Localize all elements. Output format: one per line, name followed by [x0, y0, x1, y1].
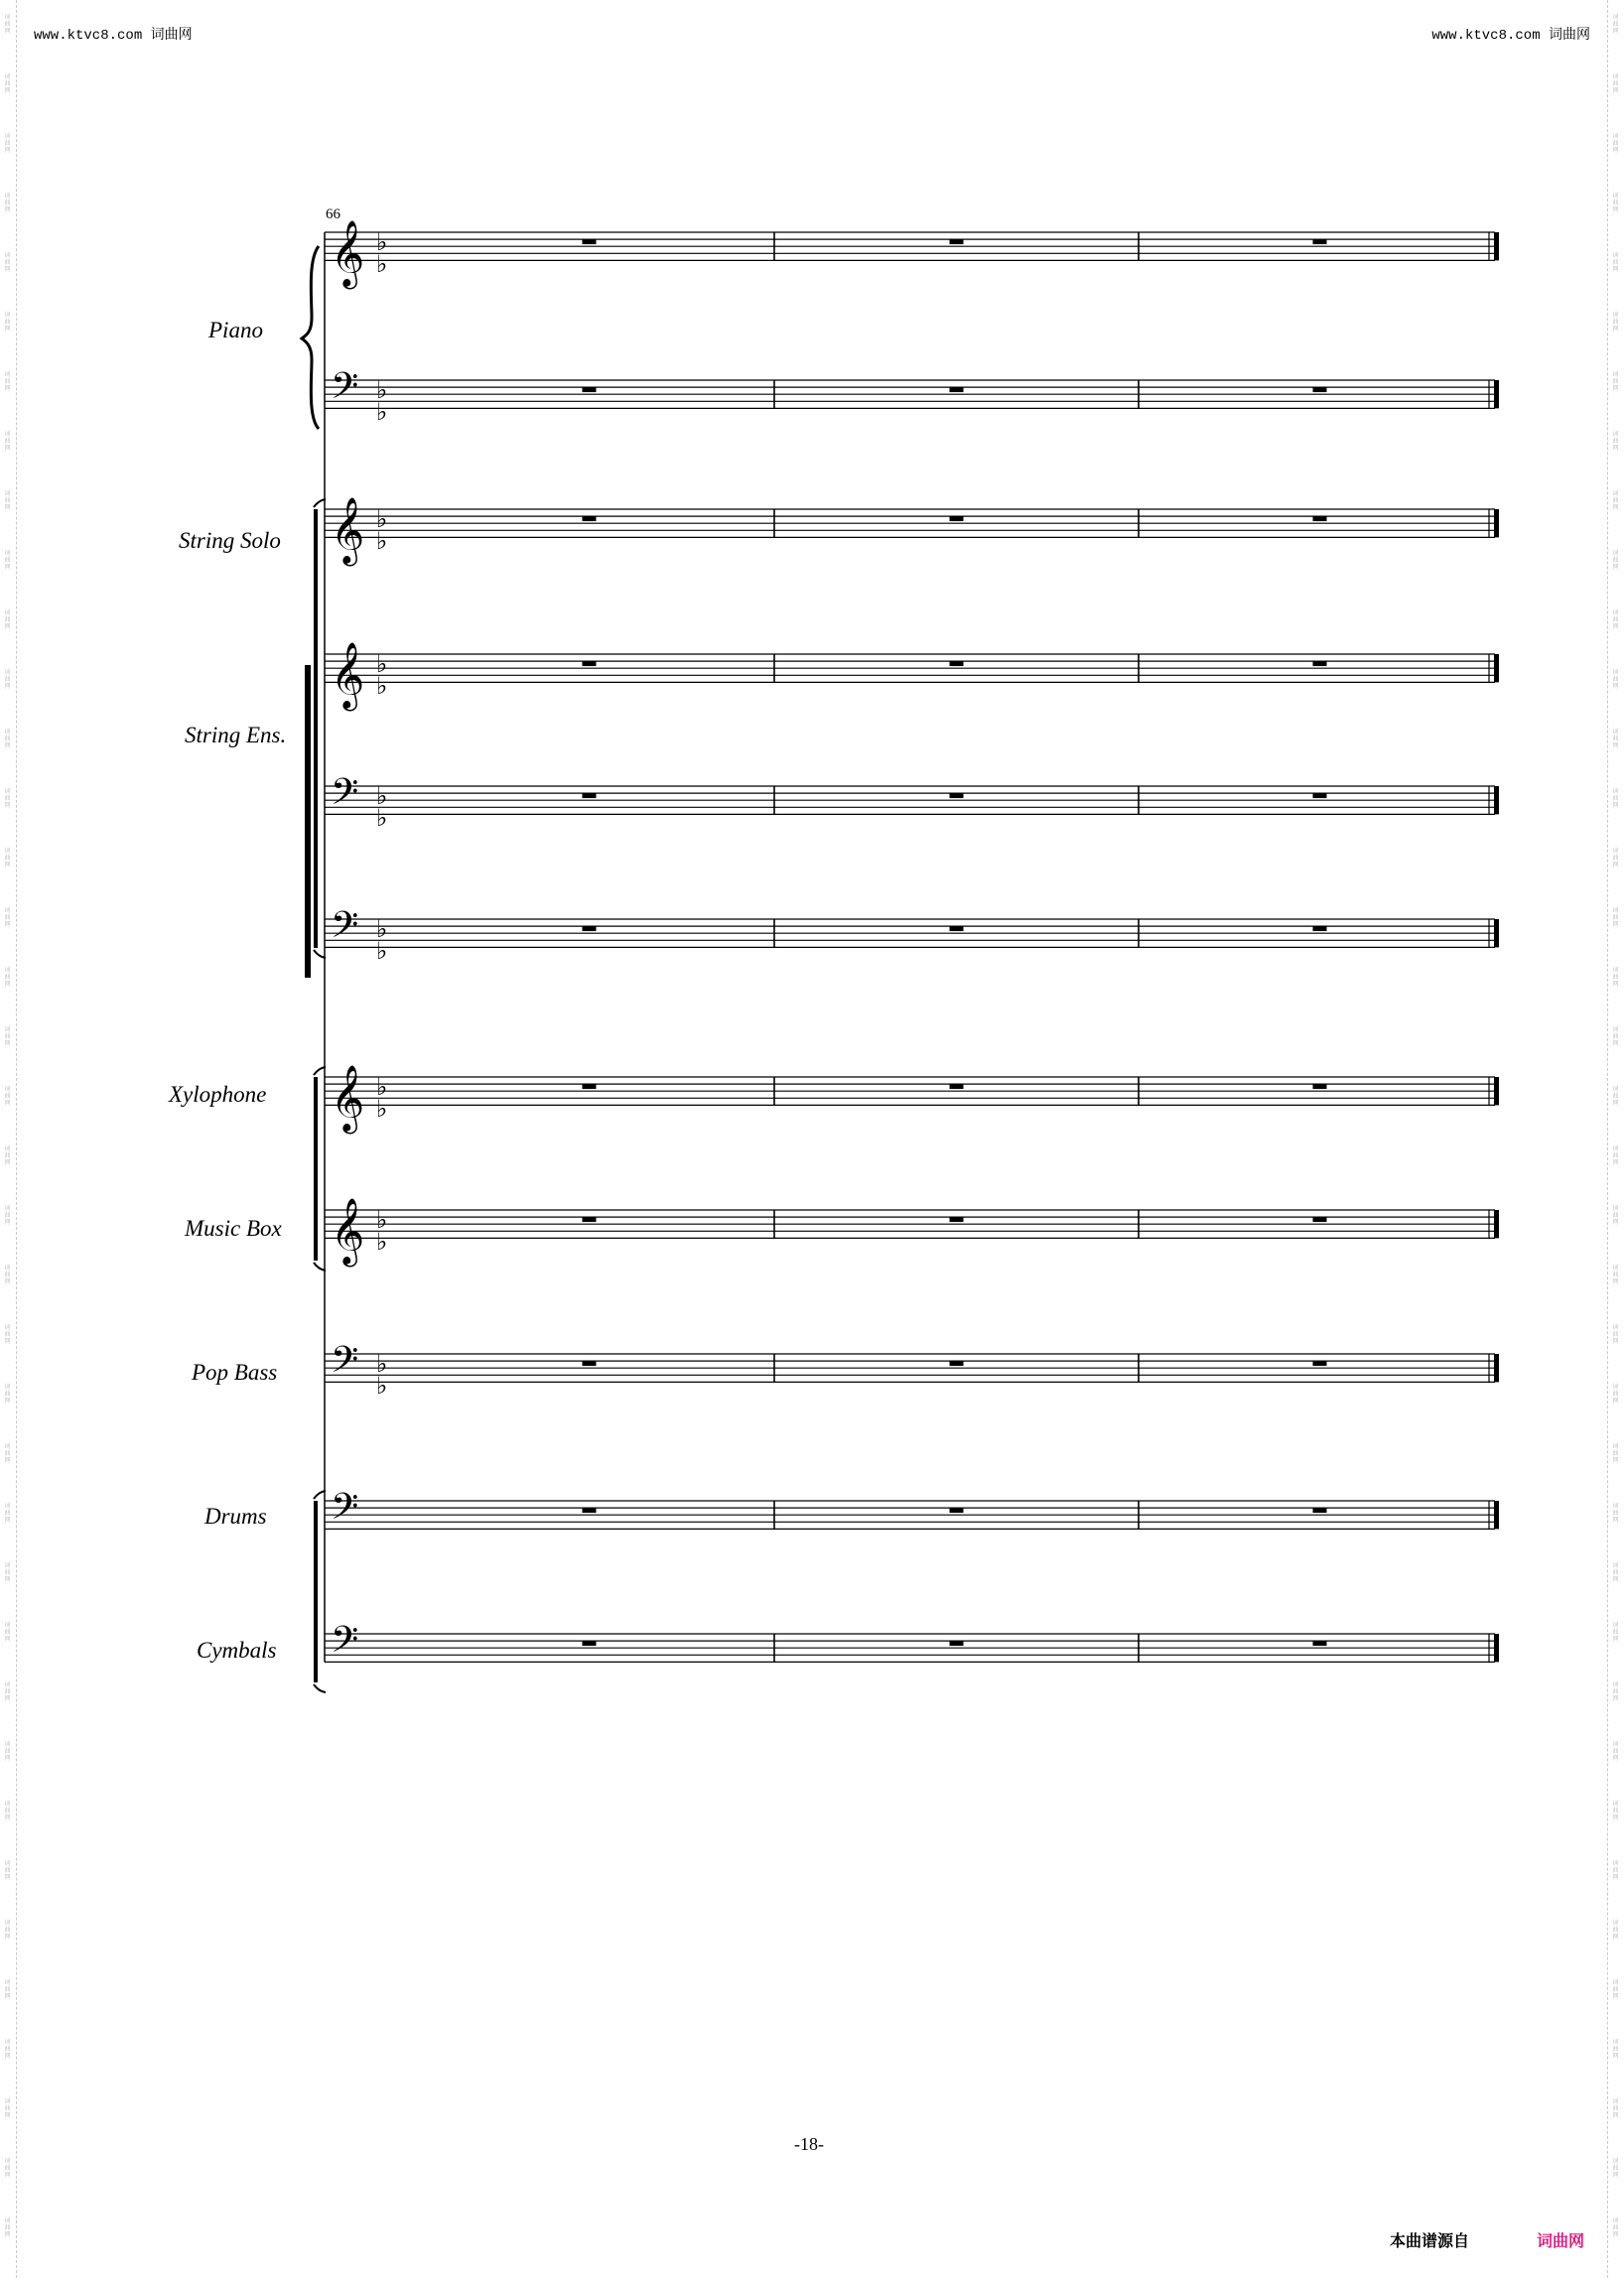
flat-icon: ♭	[376, 782, 388, 810]
margin-watermark-text: 词曲网	[4, 1145, 11, 1166]
margin-watermark-text: 词曲网	[1612, 550, 1619, 571]
flat-icon: ♭	[376, 505, 388, 533]
margin-watermark-text: 词曲网	[4, 848, 11, 869]
whole-rest-icon	[1313, 239, 1327, 244]
whole-rest-icon	[950, 1361, 964, 1366]
margin-watermark-text: 词曲网	[1612, 193, 1619, 213]
whole-rest-icon	[950, 1641, 964, 1646]
margin-watermark-text: 词曲网	[1612, 1026, 1619, 1047]
strings-bracket	[314, 509, 318, 948]
instrument-label-music-box: Music Box	[185, 1216, 282, 1241]
margin-watermark-text: 词曲网	[1612, 1979, 1619, 2000]
margin-watermark-text: 词曲网	[1612, 2039, 1619, 2060]
margin-watermark-text: 词曲网	[4, 252, 11, 273]
whole-rest-icon	[1313, 661, 1327, 666]
flat-icon: ♭	[376, 672, 388, 700]
margin-watermark-text: 词曲网	[1612, 1920, 1619, 1941]
margin-watermark-text: 词曲网	[4, 550, 11, 571]
margin-watermark-text: 词曲网	[4, 1086, 11, 1107]
whole-rest-icon	[583, 516, 597, 521]
margin-watermark-text: 词曲网	[4, 1741, 11, 1762]
margin-watermark-text: 词曲网	[4, 907, 11, 928]
flat-icon: ♭	[376, 527, 388, 555]
margin-watermark-text: 词曲网	[4, 14, 11, 35]
margin-watermark-text: 词曲网	[1612, 1860, 1619, 1881]
flat-icon: ♭	[376, 1206, 388, 1234]
whole-rest-icon	[950, 926, 964, 931]
treble-clef-icon: 𝄞	[331, 640, 365, 709]
bass-clef-icon: 𝄢	[331, 771, 359, 822]
bass-clef-icon: 𝄢	[331, 1339, 359, 1390]
margin-watermark-text: 词曲网	[1612, 1145, 1619, 1166]
margin-watermark-text: 词曲网	[4, 1265, 11, 1285]
whole-rest-icon	[950, 661, 964, 666]
margin-watermark-text: 词曲网	[1612, 609, 1619, 630]
margin-watermark-text: 词曲网	[4, 1205, 11, 1226]
treble-clef-icon: 𝄞	[331, 1196, 365, 1265]
instrument-label-piano: Piano	[208, 318, 263, 342]
whole-rest-icon	[583, 1508, 597, 1513]
whole-rest-icon	[950, 516, 964, 521]
margin-watermark-text: 词曲网	[1612, 967, 1619, 988]
final-thick-bar-line	[1494, 1501, 1499, 1529]
treble-clef-icon: 𝄞	[331, 218, 365, 287]
flat-icon: ♭	[376, 1350, 388, 1378]
flat-icon: ♭	[376, 250, 388, 278]
final-thick-bar-line	[1494, 380, 1499, 408]
whole-rest-icon	[1313, 1084, 1327, 1089]
final-thick-bar-line	[1494, 509, 1499, 537]
whole-rest-icon	[1313, 1361, 1327, 1366]
flat-icon: ♭	[376, 650, 388, 678]
final-thick-bar-line	[1494, 232, 1499, 260]
whole-rest-icon	[950, 793, 964, 798]
margin-watermark-text: 词曲网	[4, 669, 11, 690]
whole-rest-icon	[583, 1641, 597, 1646]
margin-watermark-text: 词曲网	[4, 1443, 11, 1464]
whole-rest-icon	[950, 1508, 964, 1513]
margin-watermark-text: 词曲网	[4, 1681, 11, 1702]
flat-icon: ♭	[376, 398, 388, 426]
strings-bracket-cap	[314, 499, 326, 507]
whole-rest-icon	[1313, 926, 1327, 931]
margin-watermark-text: 词曲网	[1612, 1324, 1619, 1345]
whole-rest-icon	[950, 239, 964, 244]
margin-watermark-text: 词曲网	[1612, 2098, 1619, 2119]
margin-watermark-text: 词曲网	[1612, 1205, 1619, 1226]
keyboard-percussion-bracket	[314, 1077, 318, 1261]
page-number: -18-	[794, 2134, 824, 2154]
whole-rest-icon	[950, 1084, 964, 1089]
margin-watermark-text: 词曲网	[1612, 669, 1619, 690]
margin-watermark-text: 词曲网	[4, 2039, 11, 2060]
margin-watermark-text: 词曲网	[4, 1979, 11, 2000]
final-thick-bar-line	[1494, 919, 1499, 947]
strings-bracket-cap	[314, 950, 326, 958]
whole-rest-icon	[583, 1217, 597, 1222]
whole-rest-icon	[583, 1084, 597, 1089]
final-thick-bar-line	[1494, 786, 1499, 814]
whole-rest-icon	[1313, 516, 1327, 521]
flat-icon: ♭	[376, 1372, 388, 1400]
margin-watermark-text: 词曲网	[1612, 1265, 1619, 1285]
whole-rest-icon	[583, 1361, 597, 1366]
margin-watermark-text: 词曲网	[4, 967, 11, 988]
flat-icon: ♭	[376, 937, 388, 965]
final-thick-bar-line	[1494, 1354, 1499, 1382]
final-thick-bar-line	[1494, 1077, 1499, 1105]
margin-watermark-text: 词曲网	[1612, 133, 1619, 154]
margin-watermark-text: 词曲网	[1612, 1562, 1619, 1583]
margin-watermark-text: 词曲网	[1612, 729, 1619, 749]
margin-watermark-text: 词曲网	[1612, 2158, 1619, 2179]
margin-watermark-text: 词曲网	[4, 1503, 11, 1524]
bass-clef-icon: 𝄢	[331, 1486, 359, 1537]
treble-clef-icon: 𝄞	[331, 1063, 365, 1132]
instrument-label-pop-bass: Pop Bass	[192, 1360, 278, 1385]
margin-watermark-text: 词曲网	[1612, 1443, 1619, 1464]
margin-watermark-text: 词曲网	[1612, 1801, 1619, 1821]
keyboard-percussion-bracket-cap	[314, 1263, 326, 1271]
drums-bracket-cap	[314, 1684, 326, 1692]
whole-rest-icon	[1313, 1641, 1327, 1646]
whole-rest-icon	[583, 793, 597, 798]
whole-rest-icon	[1313, 1508, 1327, 1513]
drums-bracket-cap	[314, 1491, 326, 1499]
margin-watermark-text: 词曲网	[4, 729, 11, 749]
margin-watermark-text: 词曲网	[4, 73, 11, 94]
margin-watermark-text: 词曲网	[4, 2217, 11, 2238]
whole-rest-icon	[950, 387, 964, 392]
margin-watermark-text: 词曲网	[1612, 490, 1619, 511]
keyboard-percussion-bracket-cap	[314, 1067, 326, 1075]
margin-watermark-text: 词曲网	[4, 1562, 11, 1583]
whole-rest-icon	[583, 661, 597, 666]
margin-watermark-text: 词曲网	[1612, 1622, 1619, 1643]
margin-watermark-text: 词曲网	[1612, 1384, 1619, 1405]
header-left-site: www.ktvc8.com 词曲网	[34, 28, 193, 44]
footer-source-label: 本曲谱源自	[1390, 2231, 1470, 2250]
margin-watermark-text: 词曲网	[4, 1384, 11, 1405]
flat-icon: ♭	[376, 1228, 388, 1256]
margin-watermark-text: 词曲网	[1612, 14, 1619, 35]
margin-watermark-text: 词曲网	[1612, 1086, 1619, 1107]
footer-site-label: 词曲网	[1537, 2231, 1585, 2250]
margin-watermark-text: 词曲网	[1612, 431, 1619, 452]
flat-icon: ♭	[376, 376, 388, 404]
flat-icon: ♭	[376, 1073, 388, 1101]
bass-clef-icon: 𝄢	[331, 1619, 359, 1670]
margin-watermark-text: 词曲网	[4, 2158, 11, 2179]
margin-watermark-text: 词曲网	[1612, 371, 1619, 392]
piano-brace	[302, 246, 319, 429]
margin-watermark-text: 词曲网	[4, 1801, 11, 1821]
instrument-label-string-solo: String Solo	[179, 528, 281, 553]
margin-watermark-text: 词曲网	[4, 788, 11, 809]
margin-watermark-text: 词曲网	[4, 609, 11, 630]
drums-bracket	[314, 1501, 318, 1682]
margin-watermark-text: 词曲网	[1612, 788, 1619, 809]
flat-icon: ♭	[376, 1095, 388, 1123]
whole-rest-icon	[1313, 1217, 1327, 1222]
flat-icon: ♭	[376, 915, 388, 943]
treble-clef-icon: 𝄞	[331, 495, 365, 564]
flat-icon: ♭	[376, 228, 388, 256]
margin-watermark-text: 词曲网	[1612, 312, 1619, 333]
margin-watermark-text: 词曲网	[1612, 73, 1619, 94]
bass-clef-icon: 𝄢	[331, 365, 359, 416]
margin-watermark-text: 词曲网	[4, 431, 11, 452]
margin-watermark-text: 词曲网	[4, 371, 11, 392]
margin-watermark-text: 词曲网	[1612, 1741, 1619, 1762]
margin-watermark-text: 词曲网	[4, 1920, 11, 1941]
instrument-label-string-ens: String Ens.	[185, 723, 287, 747]
margin-watermark-text: 词曲网	[4, 133, 11, 154]
margin-watermark-text: 词曲网	[1612, 2217, 1619, 2238]
final-thick-bar-line	[1494, 1634, 1499, 1662]
margin-watermark-text: 词曲网	[4, 1026, 11, 1047]
margin-watermark-text: 词曲网	[4, 490, 11, 511]
header-right-site: www.ktvc8.com 词曲网	[1431, 28, 1590, 44]
whole-rest-icon	[583, 239, 597, 244]
measure-number: 66	[326, 206, 340, 222]
whole-rest-icon	[1313, 387, 1327, 392]
whole-rest-icon	[583, 387, 597, 392]
margin-watermark-text: 词曲网	[1612, 252, 1619, 273]
string-ens-group-bracket	[305, 665, 311, 978]
whole-rest-icon	[1313, 793, 1327, 798]
margin-watermark-text: 词曲网	[1612, 848, 1619, 869]
instrument-label-drums: Drums	[204, 1504, 267, 1529]
margin-watermark-text: 词曲网	[4, 1324, 11, 1345]
instrument-label-xylophone: Xylophone	[169, 1082, 267, 1107]
margin-watermark-text: 词曲网	[4, 312, 11, 333]
margin-watermark-text: 词曲网	[4, 193, 11, 213]
margin-watermark-text: 词曲网	[4, 1860, 11, 1881]
final-thick-bar-line	[1494, 1210, 1499, 1238]
whole-rest-icon	[950, 1217, 964, 1222]
margin-watermark-text: 词曲网	[4, 2098, 11, 2119]
final-thick-bar-line	[1494, 654, 1499, 682]
margin-watermark-text: 词曲网	[1612, 1503, 1619, 1524]
bass-clef-icon: 𝄢	[331, 904, 359, 955]
margin-watermark-text: 词曲网	[4, 1622, 11, 1643]
whole-rest-icon	[583, 926, 597, 931]
margin-watermark-text: 词曲网	[1612, 1681, 1619, 1702]
margin-watermark-text: 词曲网	[1612, 907, 1619, 928]
instrument-label-cymbals: Cymbals	[197, 1638, 277, 1663]
flat-icon: ♭	[376, 804, 388, 832]
